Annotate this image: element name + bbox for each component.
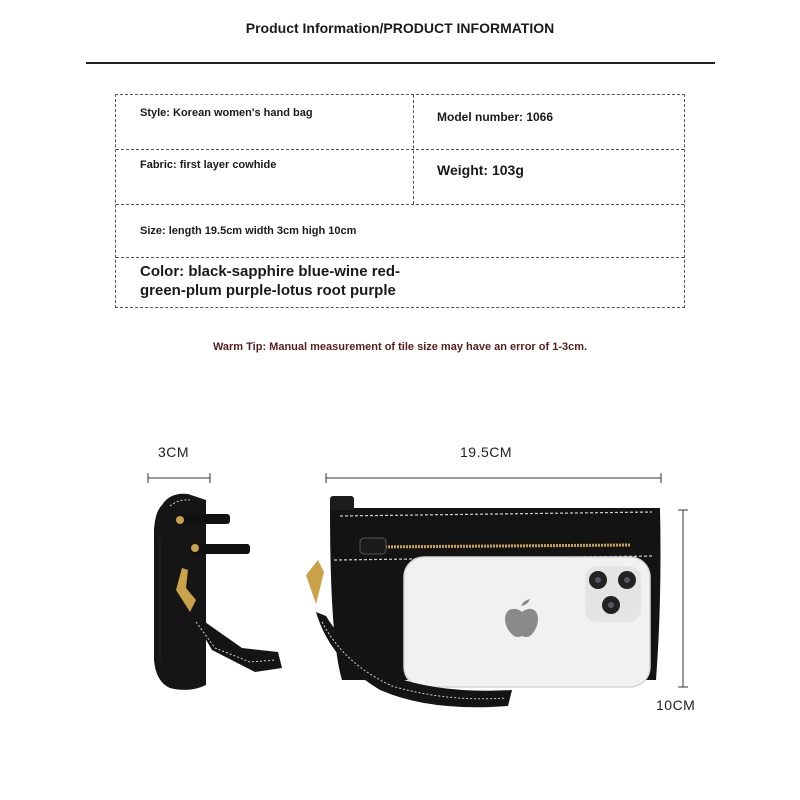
warm-tip: Warm Tip: Manual measurement of tile size may have an error of 1-3cm. <box>212 341 588 353</box>
dimension-height-label: 10CM <box>656 697 696 713</box>
page-title: Product Information/PRODUCT INFORMATION <box>245 20 555 36</box>
spec-size-text: Size: length 19.5cm width 3cm high 10cm <box>140 224 357 237</box>
dimension-length-label: 19.5CM <box>460 444 513 460</box>
dimension-height-line <box>678 510 688 687</box>
spec-weight-text: Weight: 103g <box>437 161 524 178</box>
bag-side-view <box>154 494 282 690</box>
dimension-width-line <box>148 473 210 483</box>
spec-fabric-text: Fabric: first layer cowhide <box>140 158 277 171</box>
dimension-length-line <box>326 473 661 483</box>
dimension-width-label: 3CM <box>158 444 190 460</box>
spec-model-text: Model number: 1066 <box>437 110 554 124</box>
spec-color-line-1: Color: black-sapphire blue-wine red- <box>140 263 401 280</box>
spec-style-text: Style: Korean women's hand bag <box>140 107 313 119</box>
spec-color-line-2: green-plum purple-lotus root purple <box>140 282 396 299</box>
bag-front-view <box>306 496 661 707</box>
